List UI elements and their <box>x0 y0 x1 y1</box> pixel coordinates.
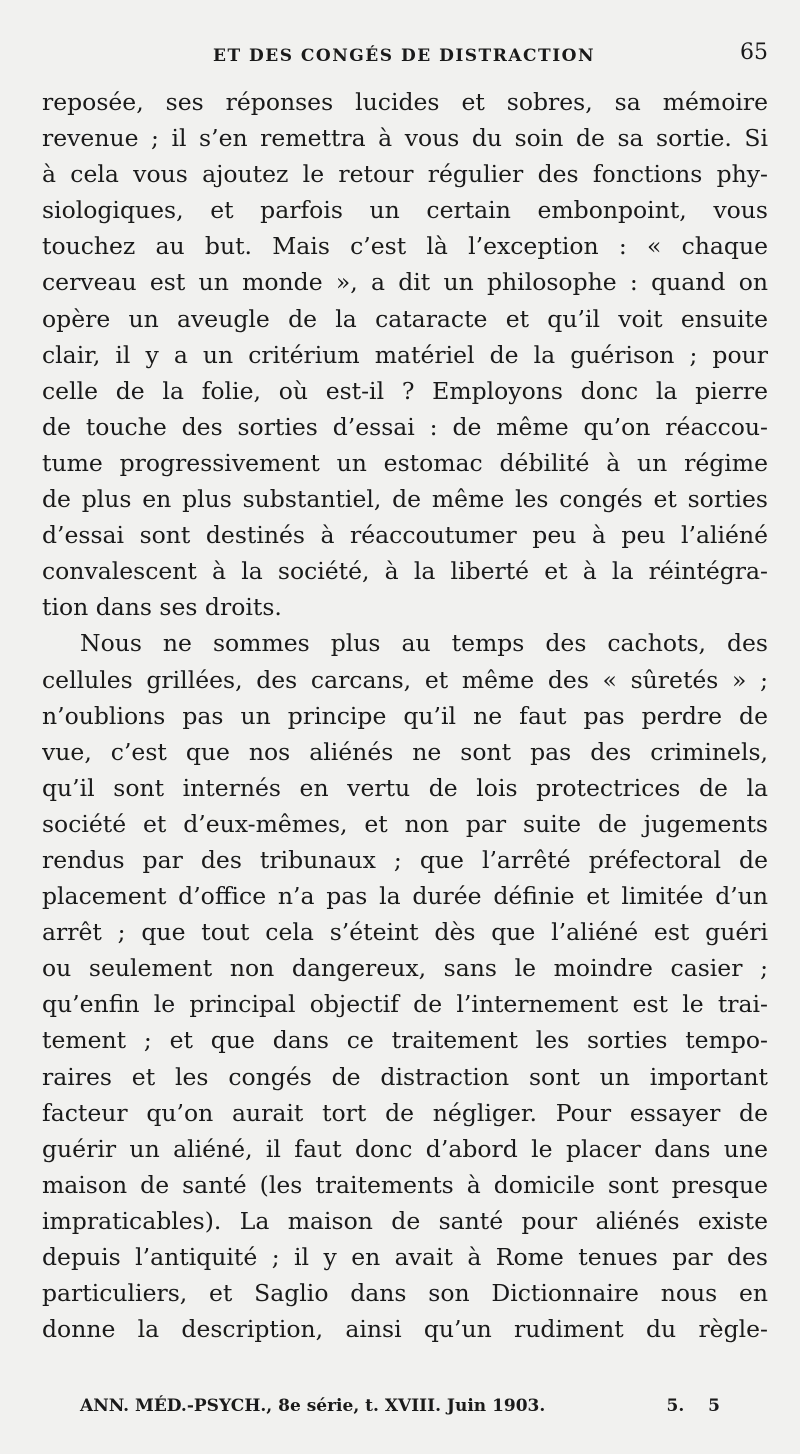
text-line: cerveau est un monde », a dit un philosophe : quand on <box>42 268 768 297</box>
text-line: à cela vous ajoutez le retour régulier des fonctions phy- <box>42 160 768 189</box>
page-footer <box>80 1396 720 1420</box>
text-line: convalescent à la société, à la liberté et à la réintégra- <box>42 557 768 586</box>
text-line: siologiques, et parfois un certain embonpoint, vous <box>42 196 768 225</box>
paragraph-2 <box>42 625 768 1347</box>
text-line: facteur qu’on aurait tort de négliger. Pour essayer de <box>42 1098 768 1127</box>
footer-citation: ANN. MÉD.-PSYCH., 8e série, t. XVIII. Juin 1903. <box>80 1396 546 1416</box>
text-line: raires et les congés de distraction sont un important <box>42 1062 768 1091</box>
text-line: donne la description, ainsi qu’un rudiment du règle- <box>42 1315 768 1344</box>
paragraph-1 <box>42 84 768 625</box>
text-line: revenue ; il s’en remettra à vous du soin de sa sortie. Si <box>42 124 768 153</box>
text-line: reposée, ses réponses lucides et sobres, sa mémoire <box>42 88 768 116</box>
text-line: celle de la folie, où est-il ? Employons donc la pierre <box>42 376 768 405</box>
text-line: guérir un aliéné, il faut donc d’abord le placer dans une <box>42 1134 768 1163</box>
text-line: qu’il sont internés en vertu de lois protectrices de la <box>42 773 768 802</box>
text-line: tion dans ses droits. <box>42 593 282 622</box>
text-line: placement d’office n’a pas la durée définie et limitée d’un <box>42 882 768 911</box>
text-line: Nous ne sommes plus au temps des cachots, des <box>80 629 768 658</box>
text-line: particuliers, et Saglio dans son Dictionnaire nous en <box>42 1279 768 1308</box>
text-line: ou seulement non dangereux, sans le moindre casier ; <box>42 954 768 983</box>
body-text <box>42 84 768 1347</box>
signature-number: 5. <box>666 1396 685 1416</box>
text-line: cellules grillées, des carcans, et même des « sûretés » ; <box>42 665 768 694</box>
signature-sheet: 5 <box>708 1396 720 1416</box>
text-line: opère un aveugle de la cataracte et qu’il voit ensuite <box>42 304 768 333</box>
text-line: rendus par des tribunaux ; que l’arrêté préfectoral de <box>42 845 768 874</box>
text-line: de plus en plus substantiel, de même les congés et sorties <box>42 485 768 514</box>
signature-mark <box>666 1396 720 1416</box>
text-line: vue, c’est que nos aliénés ne sont pas des criminels, <box>42 737 768 766</box>
text-line: qu’enfin le principal objectif de l’internement est le trai- <box>42 990 768 1019</box>
text-line: maison de santé (les traitements à domicile sont presque <box>42 1170 768 1199</box>
text-line: impraticables). La maison de santé pour aliénés existe <box>42 1206 768 1235</box>
text-line: n’oublions pas un principe qu’il ne faut pas perdre de <box>42 701 768 730</box>
page-number: 65 <box>740 40 768 65</box>
running-title: ET DES CONGÉS DE DISTRACTION <box>212 46 595 66</box>
text-line: de touche des sorties d’essai : de même qu’on réaccou- <box>42 412 768 441</box>
running-head <box>40 40 768 70</box>
text-line: tume progressivement un estomac débilité à un régime <box>42 448 768 477</box>
text-line: d’essai sont destinés à réaccoutumer peu à peu l’aliéné <box>42 521 768 550</box>
text-line: touchez au but. Mais c’est là l’exception : « chaque <box>42 232 768 261</box>
text-line: société et d’eux-mêmes, et non par suite de jugements <box>42 809 768 838</box>
text-line: depuis l’antiquité ; il y en avait à Rome tenues par des <box>42 1243 768 1271</box>
text-line: tement ; et que dans ce traitement les sorties tempo- <box>42 1026 768 1055</box>
text-line: arrêt ; que tout cela s’éteint dès que l’aliéné est guéri <box>42 918 768 947</box>
text-line: clair, il y a un critérium matériel de la guérison ; pour <box>42 340 768 369</box>
